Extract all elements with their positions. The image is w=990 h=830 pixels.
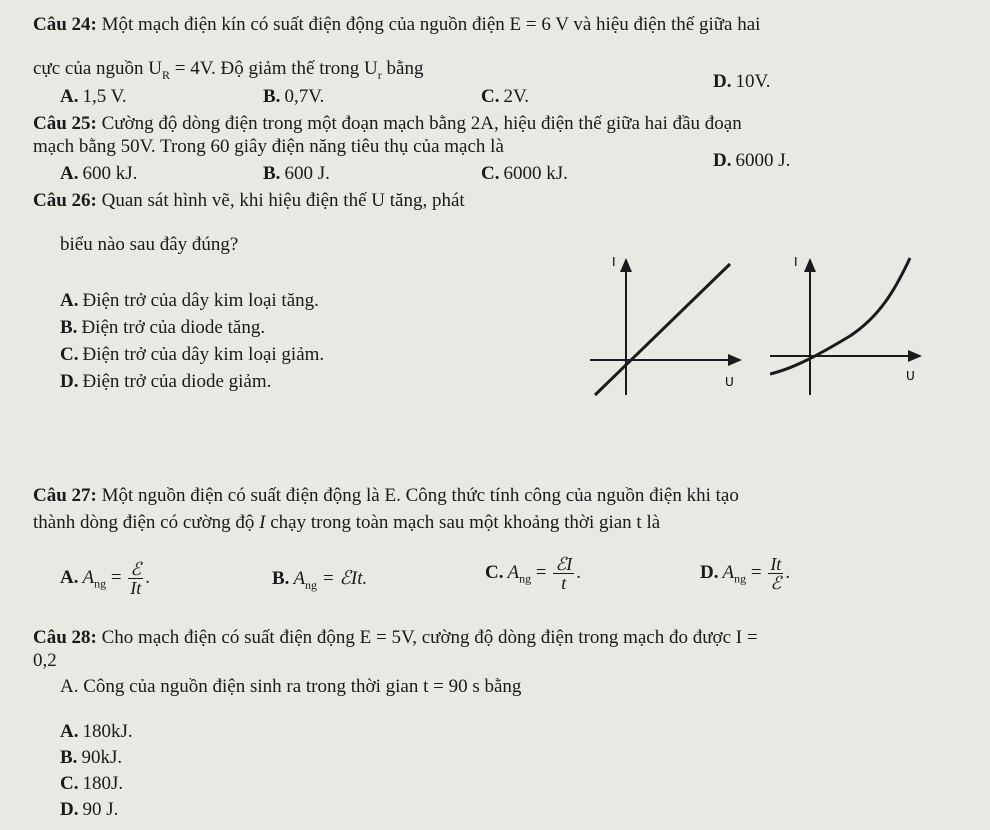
- q26-label: Câu 26:: [33, 190, 97, 211]
- q26-option-b[interactable]: [60, 317, 265, 339]
- q28-text3: A. Công của nguồn điện sinh ra trong thời gian t = 90 s bằng: [60, 676, 522, 697]
- option-text: 600 J.: [284, 163, 330, 184]
- formula-fraction: [128, 560, 143, 597]
- option-letter: D.: [60, 799, 79, 820]
- option-letter: A.: [60, 721, 79, 742]
- x-axis-label: U: [906, 369, 915, 383]
- formula-fraction: [553, 555, 574, 592]
- q27-option-b[interactable]: [272, 568, 367, 596]
- option-letter: C.: [481, 86, 500, 107]
- option-letter: B.: [60, 317, 78, 338]
- q28-text2: 0,2: [33, 650, 57, 671]
- q25-line2: [33, 136, 504, 158]
- q25-text1: Cường độ dòng điện trong một đoạn mạch bằng 2A, hiệu điện thế giữa hai đầu đoạn: [101, 113, 742, 134]
- option-text: 180J.: [82, 773, 124, 794]
- formula-lhs: A: [722, 561, 735, 583]
- q27-current-symbol: I: [259, 512, 266, 533]
- option-letter: A.: [60, 290, 79, 311]
- option-text: 6000 kJ.: [503, 163, 568, 184]
- q24-text2b: = 4V. Độ giảm thế trong U: [170, 58, 378, 79]
- q25-line1: [33, 113, 742, 135]
- option-letter: B.: [263, 86, 281, 107]
- q24-text2b-sub: r: [377, 67, 382, 82]
- q24-label: Câu 24:: [33, 14, 97, 35]
- formula-sub: ng: [519, 571, 532, 586]
- option-text: 6000 J.: [735, 150, 791, 171]
- fraction-denominator: t: [561, 573, 567, 593]
- q28-line3: [60, 676, 521, 698]
- option-letter: B.: [263, 163, 281, 184]
- option-text: 90 J.: [82, 799, 119, 820]
- formula-sub: ng: [734, 571, 747, 586]
- q25-option-c[interactable]: [481, 163, 568, 185]
- q24-text2: cực của nguồn U: [33, 58, 163, 79]
- q27-label: Câu 27:: [33, 485, 97, 506]
- q28-text1: Cho mạch điện có suất điện động E = 5V, cường độ dòng điện trong mạch đo được I =: [101, 627, 758, 648]
- q27-text2b: chạy trong toàn mạch sau một khoảng thời gian t là: [265, 512, 661, 533]
- option-text: 1,5 V.: [82, 86, 127, 107]
- q24-option-b[interactable]: [263, 86, 324, 108]
- option-letter: D.: [700, 561, 719, 583]
- y-axis-label: I: [612, 255, 616, 269]
- q27-text1: Một nguồn điện có suất điện động là E. Công thức tính công của nguồn điện khi tạo: [101, 485, 739, 506]
- formula-lhs: A: [82, 566, 95, 588]
- q24-line1: [33, 14, 760, 36]
- option-letter: C.: [485, 561, 504, 583]
- q25-option-d[interactable]: [713, 150, 790, 172]
- q28-label: Câu 28:: [33, 627, 97, 648]
- option-letter: A.: [60, 566, 79, 588]
- option-letter: A.: [60, 163, 79, 184]
- x-axis-label: U: [725, 375, 734, 389]
- formula-sub: ng: [305, 577, 318, 592]
- formula-fraction: [768, 555, 783, 592]
- q26-line2: [60, 234, 238, 256]
- option-text: 2V.: [503, 86, 530, 107]
- q27-line2: [33, 512, 660, 534]
- q26-option-a[interactable]: [60, 290, 319, 312]
- q24-line2: [33, 58, 423, 86]
- q24-text2c: bằng: [381, 58, 424, 79]
- y-axis-label: I: [794, 255, 798, 269]
- option-text: Điện trở của diode tăng.: [81, 317, 266, 338]
- option-letter: B.: [60, 747, 78, 768]
- option-letter: C.: [60, 344, 79, 365]
- q24-text1: Một mạch điện kín có suất điện động của nguồn điện E = 6 V và hiệu điện thế giữa hai: [101, 14, 761, 35]
- q24-option-c[interactable]: [481, 86, 529, 108]
- q26-option-c[interactable]: [60, 344, 324, 366]
- q27-option-c[interactable]: C. $A_{ng}$ = $\frac{\text{ℰI}}{t}$ .: [485, 554, 581, 593]
- q27-text2a: thành dòng điện có cường độ: [33, 512, 260, 533]
- q25-option-a[interactable]: [60, 163, 137, 185]
- fraction-numerator: It: [770, 554, 782, 574]
- q28-option-a[interactable]: [60, 721, 133, 743]
- option-text: 10V.: [735, 71, 771, 92]
- q24-option-d[interactable]: [713, 71, 771, 93]
- q28-option-d[interactable]: [60, 799, 118, 821]
- formula-expression: = ℰIt.: [321, 568, 368, 589]
- option-letter: A.: [60, 86, 79, 107]
- option-letter: D.: [713, 71, 732, 92]
- q25-label: Câu 25:: [33, 113, 97, 134]
- iu-graph-linear: [590, 250, 760, 400]
- fraction-numerator: ℰ: [130, 559, 142, 579]
- option-text: Điện trở của diode giảm.: [82, 371, 272, 392]
- fraction-denominator: It: [130, 578, 142, 598]
- q24-option-a[interactable]: [60, 86, 127, 108]
- fraction-denominator: ℰ: [770, 573, 782, 593]
- option-text: Điện trở của dây kim loại giảm.: [82, 344, 325, 365]
- q26-line1: [33, 190, 465, 212]
- q27-option-a[interactable]: A. $A_{ng}$ = $\frac{\text{ℰ}}{It}$ .: [60, 559, 150, 598]
- fraction-numerator: ℰI: [555, 554, 573, 574]
- q28-option-c[interactable]: [60, 773, 123, 795]
- q28-line1: [33, 627, 758, 649]
- option-letter: C.: [481, 163, 500, 184]
- q24-text2-sub: R: [162, 67, 171, 82]
- q27-line1: [33, 485, 739, 507]
- option-text: 90kJ.: [81, 747, 123, 768]
- option-text: 600 kJ.: [82, 163, 138, 184]
- q28-option-b[interactable]: [60, 747, 122, 769]
- iu-graph-diode: [770, 250, 930, 400]
- formula-sub: ng: [94, 576, 107, 591]
- formula-lhs: A: [507, 561, 520, 583]
- option-letter: C.: [60, 773, 79, 794]
- option-text: 180kJ.: [82, 721, 133, 742]
- q25-option-b[interactable]: [263, 163, 330, 185]
- q25-text2: mạch bằng 50V. Trong 60 giây điện năng tiêu thụ của mạch là: [33, 136, 504, 157]
- q26-option-d[interactable]: [60, 371, 271, 393]
- q26-text2: biểu nào sau đây đúng?: [60, 234, 239, 255]
- option-text: Điện trở của dây kim loại tăng.: [82, 290, 319, 311]
- formula-lhs: A: [293, 568, 306, 589]
- option-letter: D.: [713, 150, 732, 171]
- q27-option-d[interactable]: D. $A_{ng}$ = $\frac{It}{\text{ℰ}}$ .: [700, 554, 791, 593]
- q28-line2: [33, 650, 57, 672]
- q26-text1: Quan sát hình vẽ, khi hiệu điện thế U tăng, phát: [101, 190, 465, 211]
- option-letter: D.: [60, 371, 79, 392]
- option-letter: B.: [272, 568, 290, 589]
- option-text: 0,7V.: [284, 86, 325, 107]
- linear-curve: [595, 264, 730, 395]
